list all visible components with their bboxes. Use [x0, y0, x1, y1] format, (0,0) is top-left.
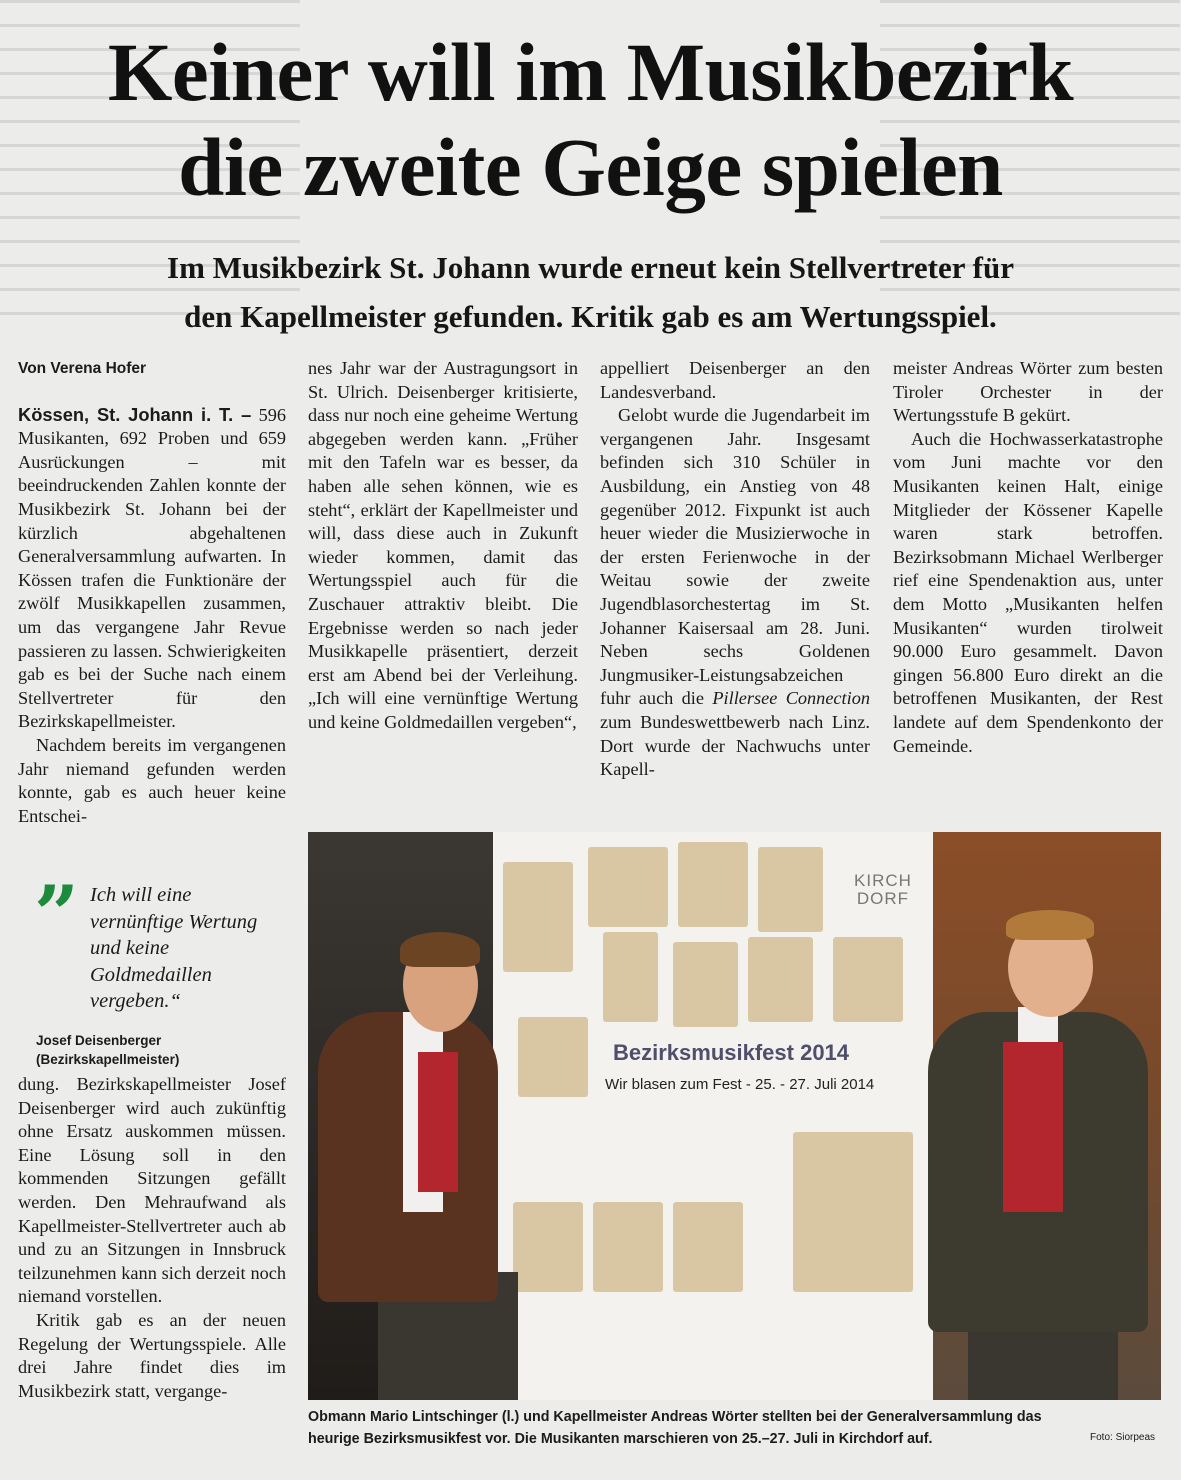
poster-tile	[833, 937, 903, 1022]
poster-tile	[748, 937, 813, 1022]
poster-tile	[793, 1132, 913, 1292]
kirchdorf-logo-line-2: DORF	[856, 889, 910, 908]
photo-caption	[308, 1407, 1161, 1450]
column-4	[893, 357, 1163, 758]
subheadline-line-1: Im Musikbezirk St. Johann wurde erneut kein Stellvertreter für	[167, 250, 1014, 285]
subheadline-line-2: den Kapellmeister gefunden. Kritik gab es am Wertungsspiel.	[184, 299, 997, 334]
poster-title: Bezirksmusikfest 2014	[613, 1040, 850, 1065]
column-2	[308, 357, 578, 735]
poster-tile	[603, 932, 658, 1022]
person-left-hair	[400, 932, 480, 967]
person-left	[308, 832, 608, 1400]
person-right-hair	[1006, 910, 1094, 940]
paragraph-5: nes Jahr war der Austragungsort in St. Ulrich. Deisenberger kritisierte, dass nur noch eine geheime Wertung abgegeben werden kann. „Früher mit den Tafeln war es besser, da haben alle sehen können, wie es steht“, erklärt der Kapellmeister und will, dass diese auch in Zukunft wieder kommen, damit das Wertungsspiel auch für die Zuschauer attraktiv bleibt. Die Ergebnisse werden so nach jeder Musikkapelle präsentiert, derzeit erst am Abend bei der Verleihung. „Ich will eine vernünftige Wertung und keine Goldmedaillen vergeben“,	[308, 358, 578, 732]
poster-tile	[673, 942, 738, 1027]
pull-quote-source	[36, 1031, 286, 1069]
paragraph-8: meister Andreas Wörter zum besten Tiroler Orchester in der Wertungsstufe B gekürt.	[893, 358, 1163, 426]
caption-line-1: Obmann Mario Lintschinger (l.) und Kapellmeister Andreas Wörter stellten bei der Generalversammlung das	[308, 1409, 1042, 1425]
pull-quote	[18, 869, 286, 1069]
column-1-continued	[18, 1073, 286, 1403]
caption-line-2: heurige Bezirksmusikfest vor. Die Musikanten marschieren von 25.–27. Juli in Kirchdorf auf.	[308, 1430, 933, 1447]
paragraph-2: Nachdem bereits im vergangenen Jahr niemand gefunden werden konnte, gab es auch heuer keine Entschei-	[18, 734, 286, 826]
paragraph-9: Auch die Hochwasserkatastrophe vom Juni machte vor den Musikanten keinen Halt, einige Mitglieder der Kössener Kapelle waren stark betroffen. Bezirksobmann Michael Werlberger rief eine Spendenaktion aus, unter dem Motto „Musikanten helfen Musikanten“ wurden tirolweit 90.000 Euro gesammelt. Davon gingen 56.800 Euro direkt an die betroffenen Musikanten, der Rest landete auf dem Spendenkonto der Gemeinde.	[893, 428, 1163, 756]
dateline: Kössen, St. Johann i. T. –	[18, 403, 252, 425]
article-photo	[308, 832, 1161, 1400]
pull-quote-text: Ich will eine vernünftige Wertung und keine Goldmedaillen vergeben.“	[90, 884, 258, 1012]
quote-mark-icon: ”	[34, 869, 79, 960]
person-left-vest	[418, 1052, 458, 1192]
byline: Von Verena Hofer	[18, 360, 147, 377]
paragraph-3: dung. Bezirkskapellmeister Josef Deisenberger wird auch zukünftig ohne Ersatz auskommen müssen. Eine Lösung soll in den kommenden Sitzungen gefällt werden. Den Mehraufwand als Kapellmeister-Stellvertreter auch ab und zu an Sitzungen in Innsbruck teilzunehmen kann sich derzeit noch niemand vorstellen.	[18, 1074, 286, 1307]
paragraph-7-italic: Pillersee Connection	[712, 688, 870, 709]
paragraph-7	[600, 404, 870, 782]
column-1	[18, 357, 286, 828]
poster-subtitle: Wir blasen zum Fest - 25. - 27. Juli 2014	[605, 1076, 875, 1093]
poster-tile	[678, 842, 748, 927]
paragraph-7-end: zum Bundeswettbewerb nach Linz. Dort wurde der Nachwuchs unter Kapell-	[600, 711, 870, 780]
photo-credit: Foto: Siorpeas	[1090, 1432, 1156, 1443]
headline-line-2: die zweite Geige spielen	[178, 121, 1003, 213]
column-3	[600, 357, 870, 782]
paragraph-4: Kritik gab es an der neuen Regelung der Wertungsspiele. Alle drei Jahre findet dies im Musikbezirk statt, vergange-	[18, 1309, 286, 1401]
person-right-vest	[1003, 1042, 1063, 1212]
paragraph-1-text: 596 Musikanten, 692 Proben und 659 Ausrückungen – mit beeindruckenden Zahlen konnte der Musikbezirk St. Johann bei der kürzlich abgehaltenen Generalversammlung aufwarten. In Kössen trafen die Funktionäre der zwölf Musikkapellen zusammen, um das vergangene Jahr Revue passieren zu lassen. Schwierigkeiten gab es bei der Suche nach einem Stellvertreter für den Bezirkskapellmeister.	[18, 404, 286, 732]
kirchdorf-logo-line-1: KIRCH	[854, 871, 912, 890]
person-right	[908, 832, 1161, 1400]
paragraph-7-text: Gelobt wurde die Jugendarbeit im vergangenen Jahr. Insgesamt befinden sich 310 Schüler in Ausbildung, ein Anstieg von 48 gegenüber 2012. Fixpunkt ist auch heuer wieder die Musizierwoche in der ersten Ferienwoche in der Weitau sowie der zweite Jugendblasorchestertag im St. Johanner Kaisersaal am 28. Juni. Neben sechs Goldenen Jungmusiker-Leistungsabzeichen fuhr auch die	[600, 405, 870, 709]
pull-quote-role: (Bezirkskapellmeister)	[36, 1051, 180, 1067]
poster-tile	[673, 1202, 743, 1292]
paragraph-1	[18, 403, 286, 734]
paragraph-6: appelliert Deisenberger an den Landesverband.	[600, 358, 870, 402]
pull-quote-name: Josef Deisenberger	[36, 1032, 162, 1048]
headline-line-1: Keiner will im Musikbezirk	[107, 26, 1074, 118]
poster-tile	[758, 847, 823, 932]
